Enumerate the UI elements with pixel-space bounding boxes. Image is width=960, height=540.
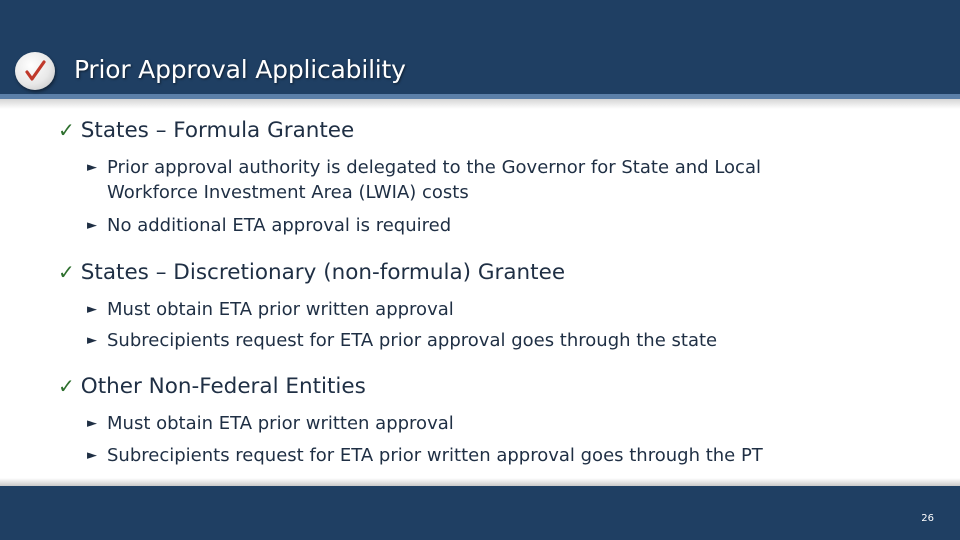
section-heading-text: Other Non-Federal Entities (80, 374, 366, 399)
bullet-item (87, 328, 847, 353)
triangle-bullet-icon: ► (87, 160, 97, 175)
section-heading (58, 260, 565, 285)
section-heading (58, 118, 354, 143)
section-heading-text: States – Discretionary (non-formula) Grantee (80, 260, 566, 285)
checkmark-icon: ✓ (58, 374, 75, 398)
bullet-item (87, 213, 847, 238)
bullet-text: Must obtain ETA prior written approval (107, 413, 454, 434)
slide-title: Prior Approval Applicability (74, 55, 406, 84)
triangle-bullet-icon: ► (87, 302, 97, 317)
footer-band (0, 486, 960, 540)
triangle-bullet-icon: ► (87, 333, 97, 348)
bullet-item (87, 155, 847, 205)
triangle-bullet-icon: ► (87, 416, 97, 431)
triangle-bullet-icon: ► (87, 218, 97, 233)
section-heading-text: States – Formula Grantee (80, 118, 355, 143)
checkmark-icon: ✓ (58, 118, 75, 142)
bullet-text: Subrecipients request for ETA prior written approval goes through the PT (107, 445, 763, 466)
bullet-text: Subrecipients request for ETA prior approval goes through the state (107, 330, 718, 351)
bullet-item (87, 443, 847, 468)
bullet-text: No additional ETA approval is required (107, 215, 452, 236)
bullet-item (87, 297, 847, 322)
bullet-item (87, 411, 847, 436)
bullet-text: Prior approval authority is delegated to the Governor for State and Local Workforce Investment Area (LWIA) costs (107, 157, 761, 203)
triangle-bullet-icon: ► (87, 448, 97, 463)
page-number: 26 (921, 513, 934, 524)
bullet-text: Must obtain ETA prior written approval (107, 299, 454, 320)
checkmark-icon: ✓ (58, 260, 75, 284)
footer-shadow (0, 478, 960, 486)
section-heading (58, 374, 366, 399)
